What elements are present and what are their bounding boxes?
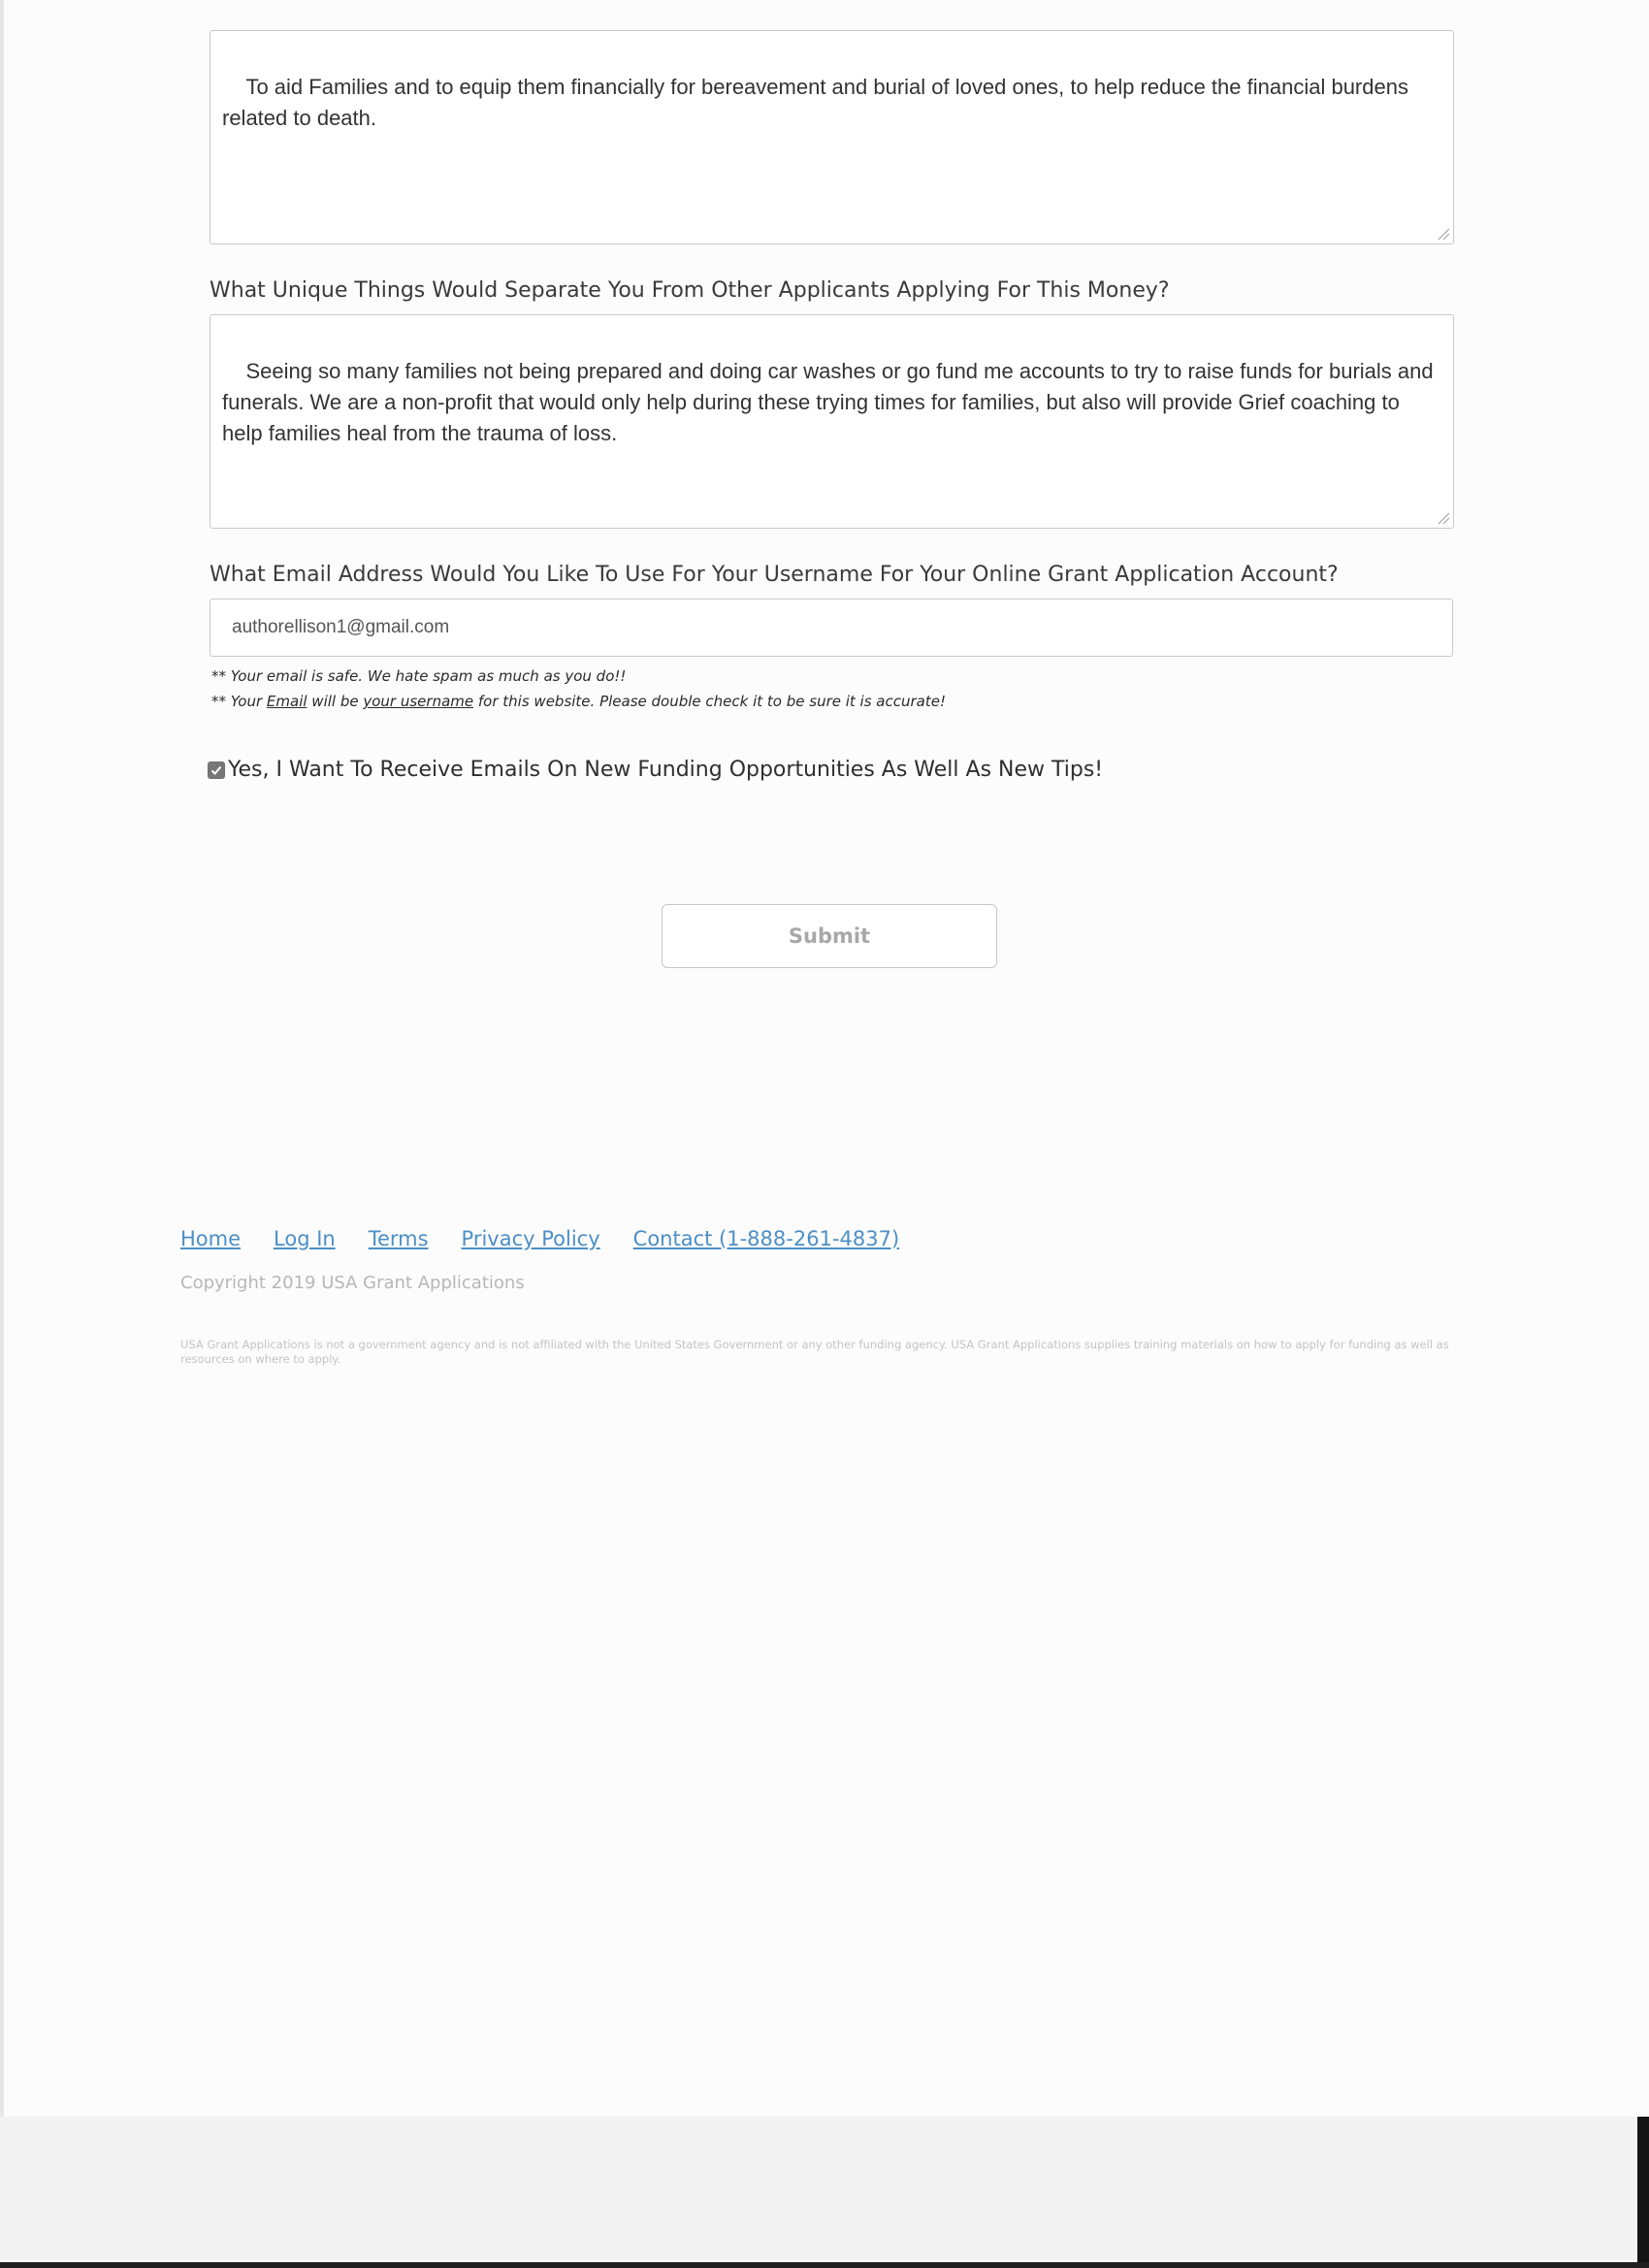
email-username-note bbox=[211, 693, 946, 710]
footer-link-home[interactable]: Home bbox=[180, 1227, 242, 1250]
scan-margin bbox=[0, 2117, 1649, 2268]
optin-row[interactable] bbox=[208, 758, 1103, 782]
footer-nav bbox=[180, 1227, 899, 1250]
email-safe-note: ** Your email is safe. We hate spam as much as you do!! bbox=[211, 667, 627, 685]
footer-link-login[interactable]: Log In bbox=[274, 1227, 336, 1250]
email-input[interactable]: authorellison1@gmail.com bbox=[210, 599, 1453, 657]
note-username-word: your username bbox=[363, 693, 474, 710]
copyright-text: Copyright 2019 USA Grant Applications bbox=[180, 1273, 525, 1293]
email-question-label: What Email Address Would You Like To Use For Your Username For Your Online Grant Application Account? bbox=[210, 563, 1339, 587]
scan-edge bbox=[1637, 2117, 1649, 2268]
optin-label: Yes, I Want To Receive Emails On New Funding Opportunities As Well As New Tips! bbox=[228, 758, 1104, 782]
unique-question-label: What Unique Things Would Separate You From Other Applicants Applying For This Money? bbox=[210, 278, 1170, 303]
scan-edge bbox=[0, 2262, 1649, 2268]
submit-button[interactable]: Submit bbox=[662, 904, 997, 968]
mission-textarea[interactable] bbox=[210, 30, 1454, 244]
note-email-word: Email bbox=[266, 693, 307, 710]
note-text: will be bbox=[307, 693, 364, 710]
unique-answer-textarea-text: Seeing so many families not being prepared and doing car washes or go fund me accounts to try to raise funds for burials and funerals. We are a non-profit that would only help during these trying times for families, but also will provide Grief coaching to help families heal from the trauma of loss. bbox=[222, 359, 1439, 445]
optin-checkbox[interactable] bbox=[208, 761, 225, 779]
footer-link-privacy[interactable]: Privacy Policy bbox=[461, 1227, 600, 1250]
footer-link-terms[interactable]: Terms bbox=[368, 1227, 429, 1250]
resize-grip-icon[interactable] bbox=[1437, 227, 1450, 241]
disclaimer-text: USA Grant Applications is not a government agency and is not affiliated with the United States Government or any other funding agency. USA Grant Applications supplies training materials on how to apply for funding as well as resources on where to apply. bbox=[180, 1338, 1449, 1366]
checkmark-icon bbox=[210, 763, 223, 777]
unique-answer-textarea[interactable] bbox=[210, 314, 1454, 529]
note-text: ** Your bbox=[211, 693, 267, 710]
note-text: for this website. Please double check it to be sure it is accurate! bbox=[473, 693, 946, 710]
resize-grip-icon[interactable] bbox=[1437, 511, 1450, 525]
mission-textarea-text: To aid Families and to equip them financially for bereavement and burial of loved ones, to help reduce the financial burdens related to death. bbox=[222, 75, 1415, 130]
footer-link-contact[interactable]: Contact (1-888-261-4837) bbox=[632, 1227, 900, 1250]
